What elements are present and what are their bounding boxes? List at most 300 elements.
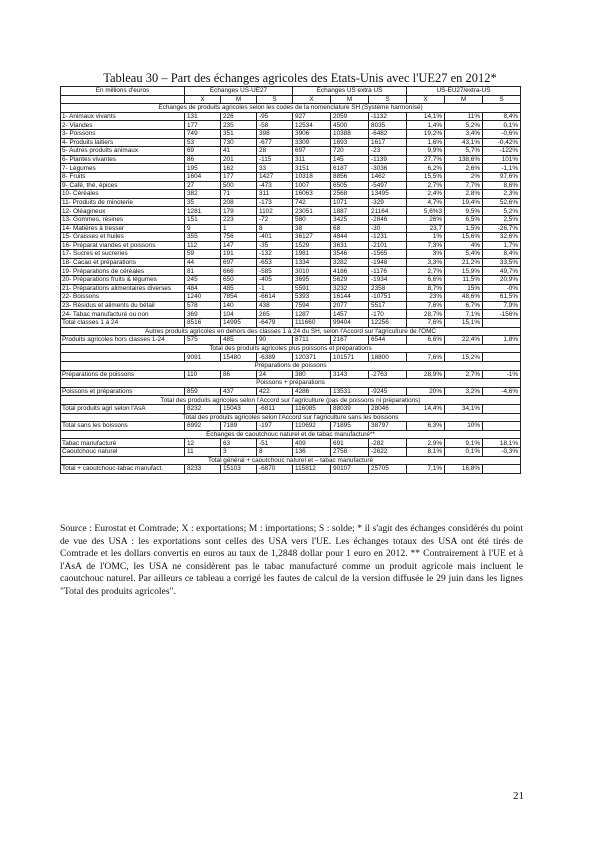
table-cell: 485 bbox=[221, 284, 257, 293]
table-cell: 1% bbox=[407, 233, 445, 242]
table-cell: -6811 bbox=[257, 404, 293, 413]
table-cell: 666 bbox=[221, 267, 257, 276]
table-cell: 14,4% bbox=[407, 404, 445, 413]
row-label: 24- Tabac manufacturé ou non bbox=[61, 310, 185, 319]
table-cell: 2,7% bbox=[407, 181, 445, 190]
table-cell: 15% bbox=[445, 284, 483, 293]
table-row bbox=[61, 404, 521, 413]
table-cell: -156% bbox=[483, 310, 521, 319]
table-cell: 16063 bbox=[293, 190, 331, 199]
col-header: S bbox=[369, 95, 407, 104]
table-cell: 33,5% bbox=[483, 258, 521, 267]
table-cell: 3232 bbox=[331, 284, 369, 293]
table-cell: 110692 bbox=[293, 422, 331, 431]
table-cell bbox=[483, 465, 521, 474]
table-cell: 8,4% bbox=[483, 250, 521, 259]
table-cell: -0,3% bbox=[483, 447, 521, 456]
table-cell: 20,9% bbox=[483, 276, 521, 285]
table-cell: 1007 bbox=[293, 181, 331, 190]
table-row bbox=[61, 284, 521, 293]
table-cell: 1887 bbox=[331, 207, 369, 216]
table-cell: 2,9% bbox=[407, 439, 445, 448]
table-cell: -30 bbox=[369, 224, 407, 233]
row-label: 12- Oléagineux bbox=[61, 207, 185, 216]
row-label: 23- Résidus et aliments du bétail bbox=[61, 301, 185, 310]
section-label: Total des produits agricoles selon l'Accord sur l'agriculture sans les boissons bbox=[61, 413, 521, 422]
table-row bbox=[61, 336, 521, 345]
table-row bbox=[61, 138, 521, 147]
table-cell: 6505 bbox=[331, 181, 369, 190]
table-cell: 7,6% bbox=[407, 353, 445, 362]
table-cell: 15,1% bbox=[445, 319, 483, 328]
table-cell: -72 bbox=[257, 215, 293, 224]
table-cell: 38797 bbox=[369, 422, 407, 431]
col-header: X bbox=[185, 95, 221, 104]
table-cell: 3906 bbox=[293, 129, 331, 138]
table-cell: 101571 bbox=[331, 353, 369, 362]
row-label: 20- Préparations fruits & légumes bbox=[61, 276, 185, 285]
table-row bbox=[61, 447, 521, 456]
table-cell: 7594 bbox=[293, 301, 331, 310]
table-cell: 1,5% bbox=[445, 224, 483, 233]
table-row bbox=[61, 258, 521, 267]
table-cell: 422 bbox=[257, 387, 293, 396]
table-cell: 3309 bbox=[293, 138, 331, 147]
table-cell: 5,2% bbox=[445, 121, 483, 130]
table-cell: 177 bbox=[221, 172, 257, 181]
table-cell: 2,7% bbox=[407, 267, 445, 276]
table-cell: 208 bbox=[221, 198, 257, 207]
table-cell: -2763 bbox=[369, 370, 407, 379]
table-cell: -58 bbox=[257, 121, 293, 130]
table-cell: 8711 bbox=[293, 336, 331, 345]
table-cell: 18800 bbox=[369, 353, 407, 362]
row-label: 7- Légumes bbox=[61, 164, 185, 173]
table-cell: 13531 bbox=[331, 387, 369, 396]
table-cell: 110 bbox=[185, 370, 221, 379]
table-cell: 5,7% bbox=[445, 147, 483, 156]
table-cell: 8,1% bbox=[407, 447, 445, 456]
table-cell: 111660 bbox=[293, 319, 331, 328]
table-cell: 578 bbox=[185, 301, 221, 310]
table-row bbox=[61, 121, 521, 130]
table-cell: 99404 bbox=[331, 319, 369, 328]
table-cell: 2,4% bbox=[407, 190, 445, 199]
table-cell: 2,6% bbox=[445, 164, 483, 173]
row-label: 19- Préparations de céréales bbox=[61, 267, 185, 276]
table-cell: -1934 bbox=[369, 276, 407, 285]
table-cell: 36127 bbox=[293, 233, 331, 242]
table-cell: -3036 bbox=[369, 164, 407, 173]
col-header: X bbox=[407, 95, 445, 104]
table-cell: 90107 bbox=[331, 465, 369, 474]
table-row bbox=[61, 207, 521, 216]
table-cell: -0,42% bbox=[483, 138, 521, 147]
col-header: X bbox=[293, 95, 331, 104]
group-header: US-EU27/extra-US bbox=[407, 87, 521, 96]
table-cell: 5393 bbox=[293, 293, 331, 302]
table-cell: 8 bbox=[257, 224, 293, 233]
table-cell: 4,7% bbox=[407, 198, 445, 207]
table-cell: 32,6% bbox=[483, 233, 521, 242]
table-cell: 177 bbox=[185, 121, 221, 130]
section-row bbox=[61, 104, 521, 113]
row-label: Poissons et préparations bbox=[61, 387, 185, 396]
table-cell: 1281 bbox=[185, 207, 221, 216]
table-row bbox=[61, 241, 521, 250]
table-row bbox=[61, 190, 521, 199]
group-header: Echanges US extra US bbox=[293, 87, 407, 96]
row-label: 4- Produits laitiers bbox=[61, 138, 185, 147]
table-cell: -653 bbox=[257, 258, 293, 267]
table-cell: 20% bbox=[407, 387, 445, 396]
table-row bbox=[61, 267, 521, 276]
table-cell: 7,1% bbox=[445, 310, 483, 319]
table-cell: 41 bbox=[221, 147, 257, 156]
table-cell: 2,5% bbox=[483, 215, 521, 224]
table-cell: 16,8% bbox=[445, 465, 483, 474]
table-cell: 3 bbox=[221, 447, 257, 456]
table-cell: 13495 bbox=[369, 190, 407, 199]
table-cell: 21164 bbox=[369, 207, 407, 216]
row-label: 3- Poissons bbox=[61, 129, 185, 138]
table-cell: 53 bbox=[185, 138, 221, 147]
table-cell: 3143 bbox=[331, 370, 369, 379]
table-cell: 1 bbox=[221, 224, 257, 233]
row-label: Total sans les boissons bbox=[61, 422, 185, 431]
table-cell: -2101 bbox=[369, 241, 407, 250]
table-row bbox=[61, 353, 521, 362]
table-cell: -1,1% bbox=[483, 164, 521, 173]
table-cell: 21,2% bbox=[445, 258, 483, 267]
table-cell: 4186 bbox=[331, 267, 369, 276]
table-cell: 69 bbox=[185, 147, 221, 156]
section-row bbox=[61, 362, 521, 371]
header-col-row bbox=[61, 95, 521, 104]
row-label: 1- Animaux vivants bbox=[61, 112, 185, 121]
table-cell: 382 bbox=[185, 190, 221, 199]
row-label: Total + caoutchouc-tabac manufact. bbox=[61, 465, 185, 474]
table-cell: 28 bbox=[257, 147, 293, 156]
table-cell: -10751 bbox=[369, 293, 407, 302]
row-label: 13- Gommes, résines bbox=[61, 215, 185, 224]
table-row bbox=[61, 181, 521, 190]
table-cell: 6992 bbox=[185, 422, 221, 431]
table-cell: 15480 bbox=[221, 353, 257, 362]
table-cell: 5,2% bbox=[483, 207, 521, 216]
table-cell: 7,1% bbox=[407, 465, 445, 474]
table-row bbox=[61, 276, 521, 285]
section-row bbox=[61, 413, 521, 422]
table-cell: 23051 bbox=[293, 207, 331, 216]
table-row bbox=[61, 164, 521, 173]
table-cell: -95 bbox=[257, 112, 293, 121]
table-cell: 1,7% bbox=[483, 241, 521, 250]
table-cell: 1604 bbox=[185, 172, 221, 181]
table-cell: 43,1% bbox=[445, 138, 483, 147]
table-cell: 86 bbox=[221, 370, 257, 379]
col-header: M bbox=[445, 95, 483, 104]
table-cell: -1 bbox=[257, 284, 293, 293]
table-cell: 25705 bbox=[369, 465, 407, 474]
table-row bbox=[61, 250, 521, 259]
table-row bbox=[61, 172, 521, 181]
table-cell: 2167 bbox=[331, 336, 369, 345]
table-cell: 8,4% bbox=[483, 112, 521, 121]
table-cell: 2,7% bbox=[445, 370, 483, 379]
table-row bbox=[61, 155, 521, 164]
table-cell: 14995 bbox=[221, 319, 257, 328]
table-cell: -0% bbox=[483, 284, 521, 293]
table-row bbox=[61, 112, 521, 121]
table-cell: -1948 bbox=[369, 258, 407, 267]
table-cell: 15,5% bbox=[407, 172, 445, 181]
table-cell: 4% bbox=[445, 241, 483, 250]
row-label: Total classes 1 à 24 bbox=[61, 319, 185, 328]
table-cell: 8,7% bbox=[407, 284, 445, 293]
table-row bbox=[61, 319, 521, 328]
row-label: Produits agricoles hors classes 1-24 bbox=[61, 336, 185, 345]
table-cell: 7,6% bbox=[407, 301, 445, 310]
table-cell: 2358 bbox=[369, 284, 407, 293]
table-cell: 351 bbox=[221, 129, 257, 138]
table-cell: -6479 bbox=[257, 319, 293, 328]
table-cell: 11% bbox=[445, 112, 483, 121]
table-cell: 15,6% bbox=[445, 233, 483, 242]
section-row bbox=[61, 379, 521, 388]
table-cell: 355 bbox=[185, 233, 221, 242]
table-cell: 34,1% bbox=[445, 404, 483, 413]
table-cell: 8035 bbox=[369, 121, 407, 130]
table-cell: 15,9% bbox=[445, 267, 483, 276]
table-cell: 10318 bbox=[293, 172, 331, 181]
table-cell: 191 bbox=[221, 250, 257, 259]
table-cell: 23% bbox=[407, 293, 445, 302]
section-label: Echanges de produits agricoles selon les codes de la nomenclature SH (Système harmonisé) bbox=[61, 104, 521, 113]
table-cell: 1,8% bbox=[483, 336, 521, 345]
table-cell: 7189 bbox=[221, 422, 257, 431]
section-label: Poissons + préparations bbox=[61, 379, 521, 388]
table-cell: 4286 bbox=[293, 387, 331, 396]
table-row bbox=[61, 224, 521, 233]
table-cell: -2846 bbox=[369, 215, 407, 224]
table-row bbox=[61, 147, 521, 156]
row-label: Tabac manufacturé bbox=[61, 439, 185, 448]
table-cell bbox=[483, 353, 521, 362]
col-header: M bbox=[331, 95, 369, 104]
table-cell: -4,6% bbox=[483, 387, 521, 396]
table-cell: 22,4% bbox=[445, 336, 483, 345]
row-label: 9- Café, thé, épices bbox=[61, 181, 185, 190]
table-cell: -405 bbox=[257, 276, 293, 285]
table-cell: 201 bbox=[221, 155, 257, 164]
table-row bbox=[61, 422, 521, 431]
table-cell: 12 bbox=[185, 439, 221, 448]
table-cell: 5517 bbox=[369, 301, 407, 310]
table-cell: 71895 bbox=[331, 422, 369, 431]
table-cell: 81 bbox=[185, 267, 221, 276]
table-cell: 5,4% bbox=[445, 250, 483, 259]
table-cell: -0,6% bbox=[483, 129, 521, 138]
table-cell: -1132 bbox=[369, 112, 407, 121]
table-cell: 730 bbox=[221, 138, 257, 147]
table-cell: 151 bbox=[185, 215, 221, 224]
table-cell: 3,4% bbox=[445, 129, 483, 138]
table-cell: -115 bbox=[257, 155, 293, 164]
section-label: Total des produits agricoles selon l'Accord sur l'agriculture (pas de poissons ni préparations) bbox=[61, 396, 521, 405]
table-cell: -1176 bbox=[369, 267, 407, 276]
table-cell: 2568 bbox=[331, 190, 369, 199]
table-cell: 398 bbox=[257, 129, 293, 138]
table-cell: 691 bbox=[331, 439, 369, 448]
table-row bbox=[61, 370, 521, 379]
table-cell: 145 bbox=[331, 155, 369, 164]
section-row bbox=[61, 327, 521, 336]
page-number: 21 bbox=[513, 790, 524, 802]
table-cell: 859 bbox=[185, 387, 221, 396]
table-cell: -132 bbox=[257, 250, 293, 259]
table-cell: -677 bbox=[257, 138, 293, 147]
table-cell: 5,6%3 bbox=[407, 207, 445, 216]
table-cell: 8856 bbox=[331, 172, 369, 181]
section-row bbox=[61, 396, 521, 405]
table-cell: 0,1% bbox=[445, 447, 483, 456]
table-cell: 71 bbox=[221, 190, 257, 199]
row-label: 10- Céréales bbox=[61, 190, 185, 199]
row-label bbox=[61, 353, 185, 362]
table-cell: 1981 bbox=[293, 250, 331, 259]
table-cell: 19,4% bbox=[445, 198, 483, 207]
row-label: 11- Produits de minoterie bbox=[61, 198, 185, 207]
table-cell: -6614 bbox=[257, 293, 293, 302]
table-cell: 927 bbox=[293, 112, 331, 121]
table-cell: 26% bbox=[407, 215, 445, 224]
table-cell: 48,6% bbox=[445, 293, 483, 302]
table-cell: 3282 bbox=[331, 258, 369, 267]
table-cell: 6,5% bbox=[445, 215, 483, 224]
row-label: 18- Cacao et préparations bbox=[61, 258, 185, 267]
table-cell: 0,1% bbox=[483, 121, 521, 130]
row-label: Caoutchouc naturel bbox=[61, 447, 185, 456]
table-cell: 179 bbox=[221, 207, 257, 216]
row-label: 17- Sucres et sucreries bbox=[61, 250, 185, 259]
table-cell: -51 bbox=[257, 439, 293, 448]
table-cell: -1% bbox=[483, 370, 521, 379]
table-cell: 68 bbox=[331, 224, 369, 233]
table-cell: 16144 bbox=[331, 293, 369, 302]
table-cell: 8232 bbox=[185, 404, 221, 413]
table-cell: 12534 bbox=[293, 121, 331, 130]
table-cell: 147 bbox=[221, 241, 257, 250]
table-cell: 104 bbox=[221, 310, 257, 319]
table-cell: 9,5% bbox=[445, 207, 483, 216]
table-cell: 9 bbox=[185, 224, 221, 233]
table-cell: 2758 bbox=[331, 447, 369, 456]
table-row bbox=[61, 465, 521, 474]
table-cell: 101% bbox=[483, 155, 521, 164]
table-cell: 10% bbox=[445, 422, 483, 431]
row-label: 21- Préparations alimentaires diverses bbox=[61, 284, 185, 293]
table-cell: 1693 bbox=[331, 138, 369, 147]
table-cell: 226 bbox=[221, 112, 257, 121]
table-cell: -282 bbox=[369, 439, 407, 448]
table-cell: -6389 bbox=[257, 353, 293, 362]
table-cell: 1457 bbox=[331, 310, 369, 319]
row-label: 5- Autres produits animaux bbox=[61, 147, 185, 156]
table-cell: 650 bbox=[221, 276, 257, 285]
table-cell: 380 bbox=[293, 370, 331, 379]
table-cell: 7,3% bbox=[407, 241, 445, 250]
table-cell: 44 bbox=[185, 258, 221, 267]
table-cell: 369 bbox=[185, 310, 221, 319]
table-cell: 10388 bbox=[331, 129, 369, 138]
row-label: 6- Plantes vivantes bbox=[61, 155, 185, 164]
table-cell bbox=[483, 319, 521, 328]
group-header: Echanges US-UE27 bbox=[185, 87, 293, 96]
table-cell: 2% bbox=[445, 172, 483, 181]
section-label: Autres produits agricoles en dehors des classes 1 à 24 du SH, selon l'Accord sur l'agriculture de l'OMC bbox=[61, 327, 521, 336]
table-cell: 749 bbox=[185, 129, 221, 138]
table-cell: -122% bbox=[483, 147, 521, 156]
row-label: 8- Fruits bbox=[61, 172, 185, 181]
table-cell: 116085 bbox=[293, 404, 331, 413]
table-cell: 245 bbox=[185, 276, 221, 285]
table-cell: 88039 bbox=[331, 404, 369, 413]
table-cell: 24 bbox=[257, 370, 293, 379]
table-cell: 6,6% bbox=[407, 276, 445, 285]
table-cell: 1071 bbox=[331, 198, 369, 207]
table-cell bbox=[483, 404, 521, 413]
table-cell: 23,7 bbox=[407, 224, 445, 233]
section-row bbox=[61, 456, 521, 465]
section-label: Total des produits agricoles plus poissons et préparations bbox=[61, 344, 521, 353]
table-cell: -173 bbox=[257, 198, 293, 207]
table-cell: 9,9% bbox=[407, 147, 445, 156]
table-cell: 3425 bbox=[331, 215, 369, 224]
table-cell: 52,6% bbox=[483, 198, 521, 207]
header-group-row bbox=[61, 87, 521, 96]
table-cell: 437 bbox=[221, 387, 257, 396]
table-cell: 27 bbox=[185, 181, 221, 190]
table-cell: -197 bbox=[257, 422, 293, 431]
table-cell bbox=[483, 422, 521, 431]
table-cell: 61,5% bbox=[483, 293, 521, 302]
table-cell: -9245 bbox=[369, 387, 407, 396]
table-cell: 9091 bbox=[185, 353, 221, 362]
row-label: 16- Préparat viandes et poissons bbox=[61, 241, 185, 250]
table-cell: 49,7% bbox=[483, 267, 521, 276]
row-label: 14- Matières à tresser bbox=[61, 224, 185, 233]
table-cell: 6,2% bbox=[407, 164, 445, 173]
table-cell: 4500 bbox=[331, 121, 369, 130]
table-cell: 484 bbox=[185, 284, 221, 293]
table-row bbox=[61, 301, 521, 310]
table-cell: -1565 bbox=[369, 250, 407, 259]
table-cell: 1,6% bbox=[407, 138, 445, 147]
table-cell: -401 bbox=[257, 233, 293, 242]
table-cell: -473 bbox=[257, 181, 293, 190]
table-cell: -1231 bbox=[369, 233, 407, 242]
table-cell: 3,3% bbox=[407, 258, 445, 267]
table-row bbox=[61, 293, 521, 302]
table-cell: 1427 bbox=[257, 172, 293, 181]
table-cell: 27,7% bbox=[407, 155, 445, 164]
table-cell: 97,6% bbox=[483, 172, 521, 181]
table-cell: 35 bbox=[185, 198, 221, 207]
table-cell: 115812 bbox=[293, 465, 331, 474]
table-cell: -329 bbox=[369, 198, 407, 207]
table-cell: 28,9% bbox=[407, 370, 445, 379]
